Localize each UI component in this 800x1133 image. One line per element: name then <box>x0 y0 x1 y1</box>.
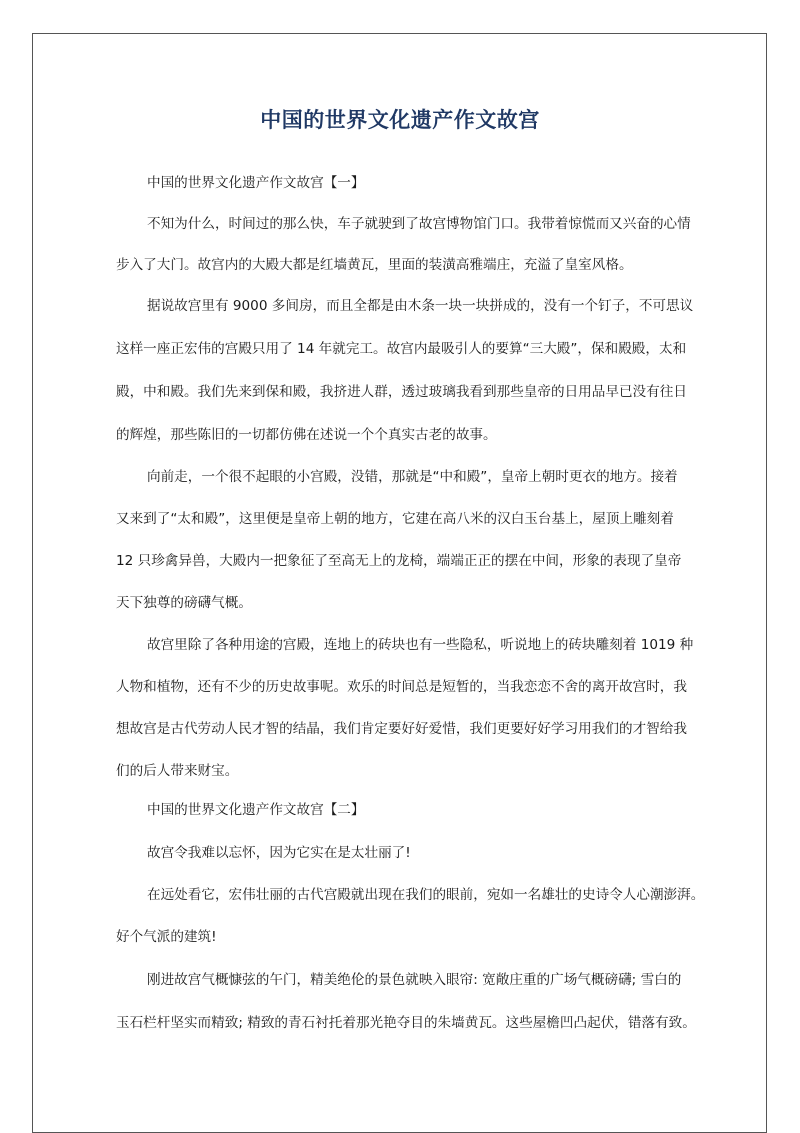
paragraph-line: 想故宫是古代劳动人民才智的结晶，我们肯定要好好爱惜，我们更要好好学习用我们的才智给我 <box>116 721 687 737</box>
paragraph-line: 据说故宫里有 9000 多间房，而且全都是由木条一块一块拼成的，没有一个钉子，不可思议 <box>147 298 694 314</box>
paragraph-line: 殿，中和殿。我们先来到保和殿，我挤进人群，透过玻璃我看到那些皇帝的日用品早已没有往日 <box>116 384 687 400</box>
paragraph-line: 玉石栏杆坚实而精致; 精致的青石衬托着那光艳夺目的朱墙黄瓦。这些屋檐凹凸起伏，错落有致。 <box>116 1015 696 1031</box>
paragraph-line: 在远处看它，宏伟壮丽的古代宫殿就出现在我们的眼前，宛如一名雄壮的史诗令人心潮澎湃。 <box>147 887 705 903</box>
page-border <box>32 33 767 1133</box>
paragraph-line: 12 只珍禽异兽，大殿内一把象征了至高无上的龙椅，端端正正的摆在中间，形象的表现了皇帝 <box>116 553 682 569</box>
paragraph-line: 故宫里除了各种用途的宫殿，连地上的砖块也有一些隐私，听说地上的砖块雕刻着 1019 种 <box>147 637 694 653</box>
paragraph-line: 故宫令我难以忘怀，因为它实在是太壮丽了! <box>147 845 411 861</box>
paragraph-line: 的辉煌，那些陈旧的一切都仿佛在述说一个个真实古老的故事。 <box>116 427 497 443</box>
paragraph-line: 刚进故宫气概慷弦的午门，精美绝伦的景色就映入眼帘: 宽敞庄重的广场气概磅礴; 雪白的 <box>147 972 682 988</box>
paragraph-line: 天下独尊的磅礴气概。 <box>116 595 252 611</box>
paragraph-line: 们的后人带来财宝。 <box>116 763 239 779</box>
paragraph-line: 这样一座正宏伟的宫殿只用了 14 年就完工。故宫内最吸引人的要算“三大殿”，保和殿殿，太和 <box>116 341 687 357</box>
paragraph-line: 又来到了“太和殿”，这里便是皇帝上朝的地方，它建在高八米的汉白玉台基上，屋顶上雕刻着 <box>116 511 674 527</box>
paragraph-line: 步入了大门。故宫内的大殿大都是红墙黄瓦，里面的装潢高雅端庄，充溢了皇室风格。 <box>116 257 633 273</box>
paragraph-line: 不知为什么，时间过的那么快，车子就驶到了故宫博物馆门口。我带着惊慌而又兴奋的心情 <box>147 216 691 232</box>
paragraph-line: 向前走，一个很不起眼的小宫殿，没错，那就是“中和殿”，皇帝上朝时更衣的地方。接着 <box>147 469 678 485</box>
document-title: 中国的世界文化遗产作文故宫 <box>260 108 540 132</box>
section-heading-1: 中国的世界文化遗产作文故宫【一】 <box>147 175 365 191</box>
section-heading-2: 中国的世界文化遗产作文故宫【二】 <box>147 802 365 818</box>
paragraph-line: 人物和植物，还有不少的历史故事呢。欢乐的时间总是短暂的，当我恋恋不舍的离开故宫时，我 <box>116 679 687 695</box>
paragraph-line: 好个气派的建筑! <box>116 929 217 945</box>
